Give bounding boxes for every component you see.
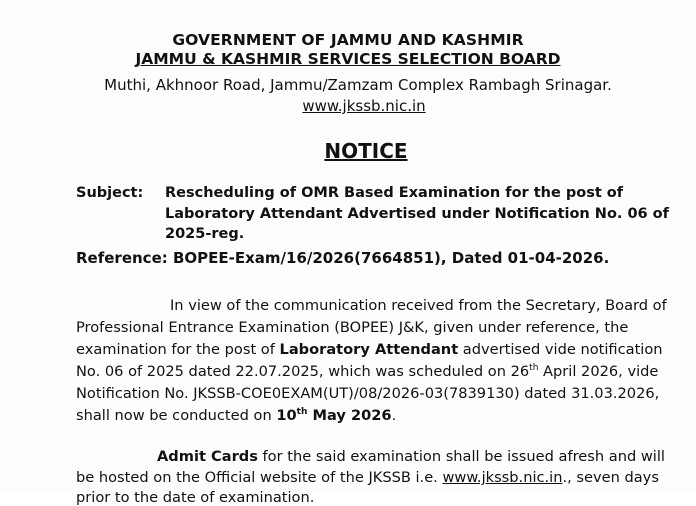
para2-text: be hosted on the Official website of the JKSSB i.e. [76, 469, 443, 486]
para2-text: ., seven days [562, 469, 659, 486]
admit-cards-label: Admit Cards [157, 448, 258, 465]
header-government: GOVERNMENT OF JAMMU AND KASHMIR [172, 31, 524, 49]
para2-line-2 [76, 469, 659, 486]
para1-text: April 2026, vide [538, 363, 659, 380]
para1-line-4 [76, 363, 658, 380]
subject-line-1: Rescheduling of OMR Based Examination for the post of [165, 185, 624, 201]
ordinal-suffix: th [529, 363, 539, 374]
subject-line-2: Laboratory Attendant Advertised under Notification No. 06 of [165, 206, 669, 222]
notice-title: NOTICE [324, 139, 408, 163]
para1-text: examination for the post of [76, 341, 280, 358]
subject-label: Subject: [76, 185, 144, 201]
para2-line-1 [157, 448, 665, 465]
para1-line-6 [76, 407, 396, 424]
new-date-day: 10 [276, 407, 297, 424]
reference-line: Reference: BOPEE-Exam/16/2026(7664851), Dated 01-04-2026. [76, 249, 610, 267]
para1-text: . [391, 407, 397, 424]
para1-text: shall now be conducted on [76, 407, 277, 424]
jkssb-website-link[interactable]: www.jkssb.nic.in [442, 469, 563, 486]
para1-line-3 [76, 341, 663, 358]
para1-text: No. 06 of 2025 dated 22.07.2025, which was scheduled on 26 [76, 363, 530, 380]
header-board-name: JAMMU & KASHMIR SERVICES SELECTION BOARD [135, 50, 561, 68]
para1-line-5: Notification No. JKSSB-COE0EXAM(UT)/08/2026-03(7839130) dated 31.03.2026, [76, 385, 660, 402]
para1-text: advertised vide notification [458, 341, 663, 358]
para1-line-2: Professional Entrance Examination (BOPEE) J&K, given under reference, the [76, 319, 629, 336]
new-date-month-year: May 2026 [307, 407, 392, 424]
post-name: Laboratory Attendant [279, 341, 459, 358]
para1-line-1: In view of the communication received from the Secretary, Board of [170, 297, 667, 314]
para2-line-3: prior to the date of examination. [76, 489, 315, 506]
header-address: Muthi, Akhnoor Road, Jammu/Zamzam Complex Rambagh Srinagar. [104, 76, 612, 94]
subject-line-3: 2025-reg. [165, 226, 245, 242]
para2-text: for the said examination shall be issued afresh and will [257, 448, 665, 465]
header-website-link[interactable]: www.jkssb.nic.in [302, 97, 426, 115]
ordinal-suffix: th [296, 407, 308, 418]
